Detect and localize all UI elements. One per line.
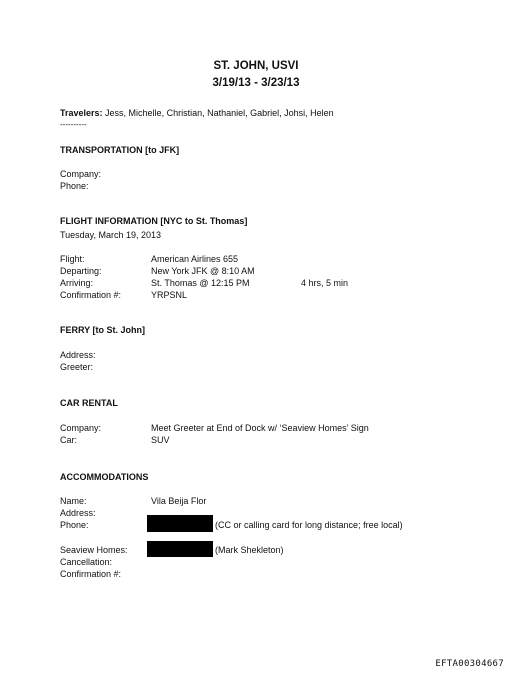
- flight-confirmation-value: YRPSNL: [151, 290, 188, 300]
- seaview-homes-note: (Mark Shekleton): [215, 545, 284, 555]
- document-id: EFTA00304667: [435, 659, 504, 669]
- flight-heading: FLIGHT INFORMATION [NYC to St. Thomas]: [60, 216, 248, 226]
- accommodation-phone-note: (CC or calling card for long distance; free local): [215, 520, 403, 530]
- travelers-line: [60, 108, 334, 119]
- ferry-address-label: Address:: [60, 350, 96, 360]
- car-value: SUV: [151, 435, 170, 445]
- car-company-value: Meet Greeter at End of Dock w/ ‘Seaview Homes’ Sign: [151, 423, 369, 433]
- accommodation-confirmation-label: Confirmation #:: [60, 569, 122, 579]
- travelers-names: Jess, Michelle, Christian, Nathaniel, Gabriel, Johsi, Helen: [105, 108, 334, 118]
- flight-label: Flight:: [60, 254, 85, 264]
- trip-dates: 3/19/13 - 3/23/13: [212, 77, 300, 89]
- departing-label: Departing:: [60, 266, 102, 276]
- cancellation-label: Cancellation:: [60, 557, 113, 567]
- redacted-seaview-phone: [147, 541, 213, 557]
- divider: ----------: [60, 120, 87, 129]
- transportation-heading: TRANSPORTATION [to JFK]: [60, 145, 180, 155]
- redacted-phone: [147, 515, 213, 532]
- ferry-heading: FERRY [to St. John]: [60, 325, 145, 335]
- flight-duration: 4 hrs, 5 min: [301, 278, 349, 288]
- arriving-value: St. Thomas @ 12:15 PM: [151, 278, 250, 288]
- arriving-label: Arriving:: [60, 278, 94, 288]
- accommodation-name-value: Vila Beija Flor: [151, 496, 207, 506]
- car-rental-heading: CAR RENTAL: [60, 398, 118, 408]
- departing-value: New York JFK @ 8:10 AM: [151, 266, 255, 276]
- car-label: Car:: [60, 435, 78, 445]
- ferry-greeter-label: Greeter:: [60, 362, 94, 372]
- page-title: ST. JOHN, USVI: [213, 60, 299, 72]
- flight-confirmation-label: Confirmation #:: [60, 290, 122, 300]
- transportation-company-label: Company:: [60, 169, 102, 179]
- car-company-label: Company:: [60, 423, 102, 433]
- flight-date: Tuesday, March 19, 2013: [60, 230, 162, 240]
- seaview-homes-label: Seaview Homes:: [60, 545, 128, 555]
- accommodation-address-label: Address:: [60, 508, 96, 518]
- travelers-label: Travelers:: [60, 108, 103, 118]
- flight-value: American Airlines 655: [151, 254, 239, 264]
- accommodations-heading: ACCOMMODATIONS: [60, 472, 149, 482]
- accommodation-phone-label: Phone:: [60, 520, 89, 530]
- transportation-phone-label: Phone:: [60, 181, 89, 191]
- accommodation-name-label: Name:: [60, 496, 87, 506]
